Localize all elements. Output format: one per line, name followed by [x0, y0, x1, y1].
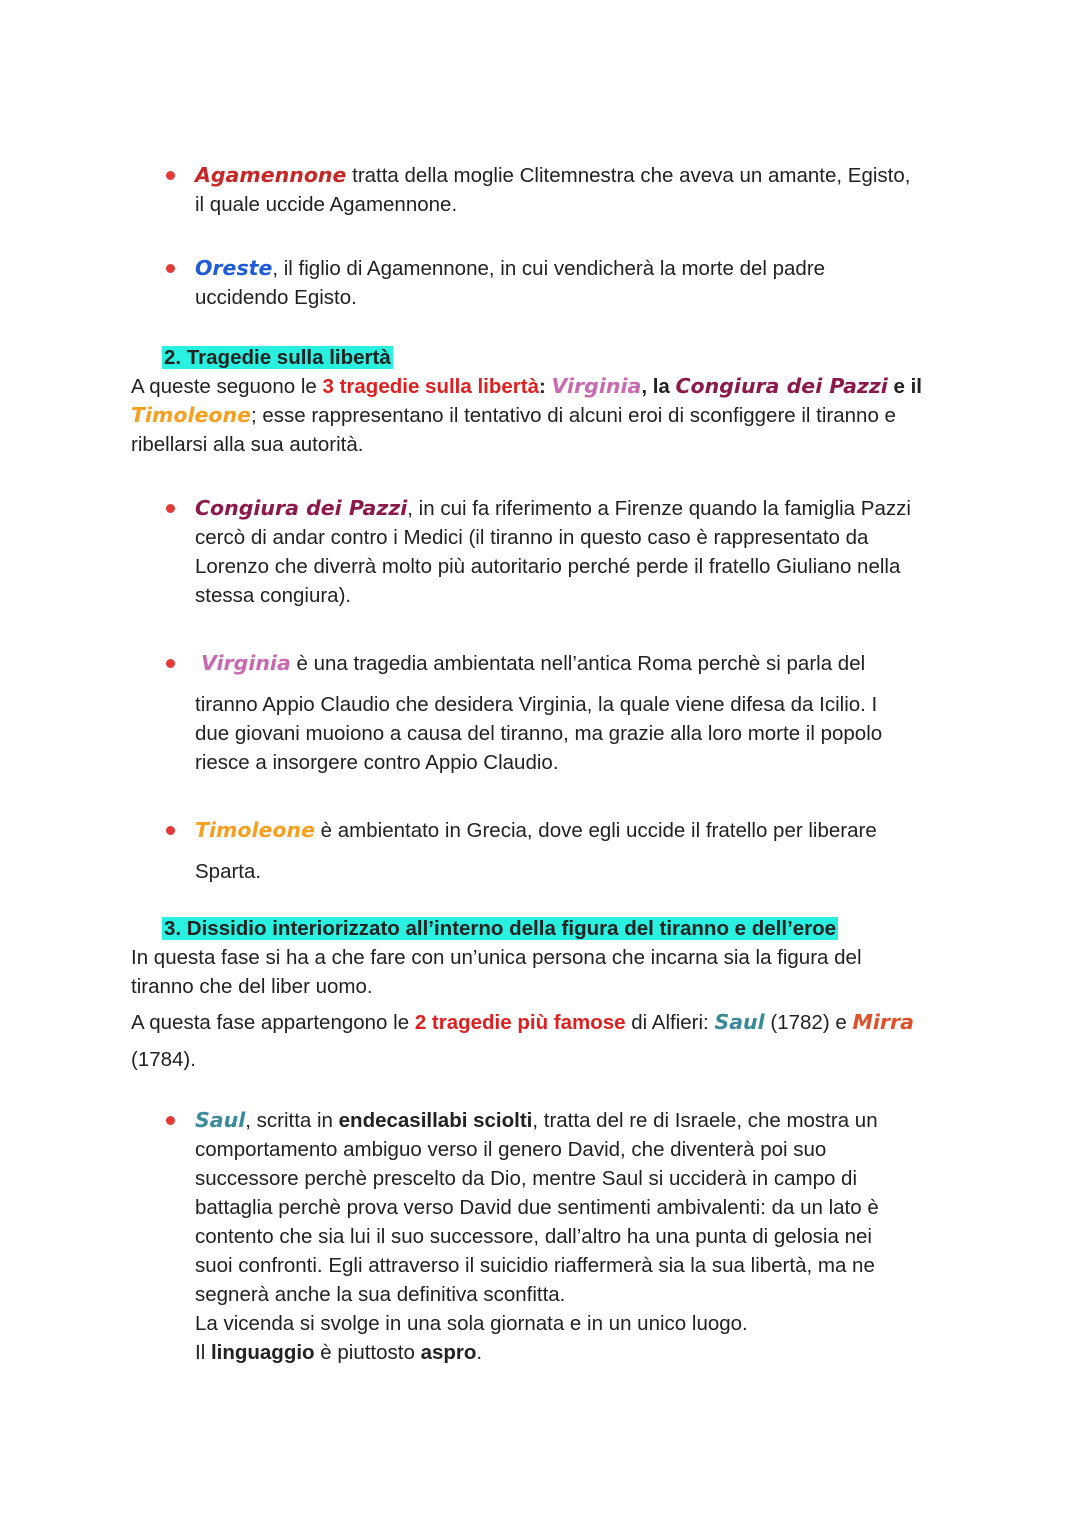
- item-saul: Saul, scritta in endecasillabi sciolti, tratta del re di Israele, che mostra un comportamento ambiguo verso il genero David, che diventerà poi suo successore perchè prescelto da Dio, mentre Saul si ucciderà in campo di battaglia perchè prova verso David due sentimenti ambivalenti: da un lato è contento che sia lui il suo successore, dall’altro ha una punta di gelosia nei suoi confronti. Egli attraverso il suicidio riaffermerà sia la sua libertà, ma ne segnerà anche la sua definitiva sconfitta. La vicenda si svolge in una sola giornata e in un unico luogo. Il linguaggio è piuttosto aspro.: [195, 1108, 879, 1364]
- bullet-oreste: [166, 264, 175, 273]
- item-agamennone: [195, 161, 955, 219]
- section-2-heading: 2. Tragedie sulla libertà: [164, 346, 391, 369]
- title-saul: Saul: [195, 1108, 246, 1132]
- section-2-intro: A queste seguono le 3 tragedie sulla libertà: Virginia, la Congiura dei Pazzi e il Timoleone; esse rappresentano il tentativo di alcuni eroi di sconfiggere il tiranno e ribellarsi alla sua autorità.: [131, 374, 922, 456]
- item-virginia: Virginia è una tragedia ambientata nell’antica Roma perchè si parla del tiranno Appio Claudio che desidera Virginia, la quale viene difesa da Icilio. I due giovani muoiono a causa del tiranno, ma grazie alla loro morte il popolo riesce a insorgere contro Appio Claudio.: [195, 651, 883, 774]
- item-timoleone: Timoleone è ambientato in Grecia, dove egli uccide il fratello per liberare Sparta.: [195, 818, 877, 883]
- section-3-heading: 3. Dissidio interiorizzato all’interno della figura del tiranno e dell’eroe: [164, 917, 837, 940]
- title-congiura: Congiura dei Pazzi: [195, 496, 408, 520]
- bullet-saul: [166, 1116, 175, 1125]
- title-agamennone: Agamennone: [195, 163, 347, 187]
- bullet-agamennone: [166, 171, 175, 180]
- item-congiura: Congiura dei Pazzi, in cui fa riferimento a Firenze quando la famiglia Pazzi cercò di andar contro i Medici (il tiranno in questo caso è rappresentato da Lorenzo che diverrà molto più autoritario perché perde il fratello Giuliano nella stessa congiura).: [195, 496, 911, 607]
- bullet-timoleone: [166, 826, 175, 835]
- agamennone-text: tratta della moglie Clitemnestra che aveva un amante, Egisto,: [346, 164, 911, 187]
- title-timoleone: Timoleone: [195, 818, 315, 842]
- bullet-virginia: [166, 659, 175, 668]
- agamennone-text-2: il quale uccide Agamennone.: [195, 193, 458, 216]
- title-virginia: Virginia: [201, 651, 291, 675]
- section-3-intro: In questa fase si ha a che fare con un’unica persona che incarna sia la figura del tiranno che del liber uomo. A questa fase appartengono le 2 tragedie più famose di Alfieri: Saul (1782) e Mirra (1784).: [131, 946, 914, 1071]
- bullet-congiura: [166, 504, 175, 513]
- item-oreste: [195, 254, 955, 312]
- oreste-text: , il figlio di Agamennone, in cui vendicherà la morte del padre: [272, 257, 826, 280]
- title-oreste: Oreste: [195, 256, 273, 280]
- oreste-text-2: uccidendo Egisto.: [195, 286, 357, 309]
